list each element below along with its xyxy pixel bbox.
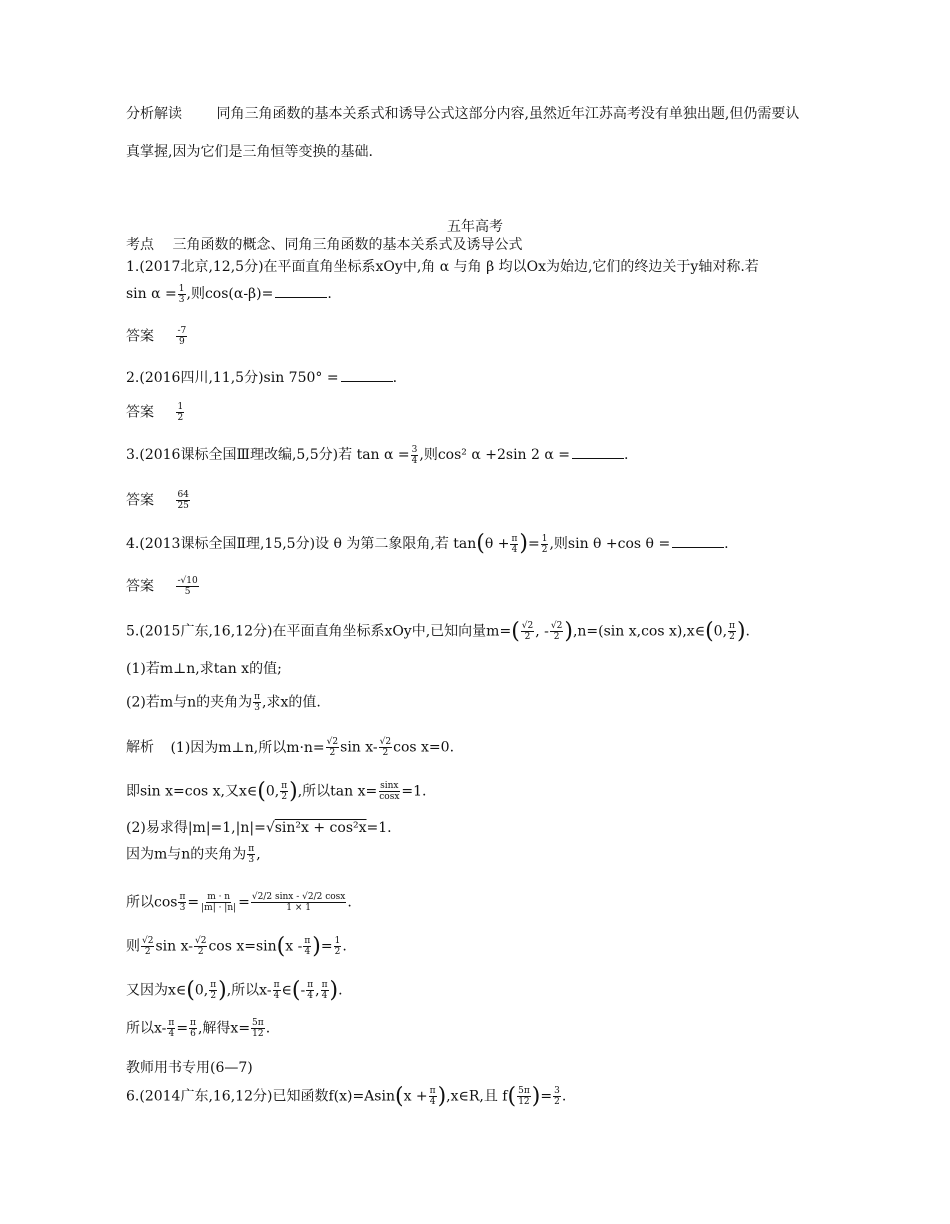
sol-l6-b: sin x- — [155, 938, 193, 955]
q5-sub2-a: (2)若m与n的夹角为 — [126, 694, 253, 711]
intro-line-2 — [126, 142, 373, 162]
q4-theta: θ + — [484, 536, 510, 552]
period: . — [342, 938, 347, 955]
frac — [273, 980, 281, 1001]
frac-num: π — [168, 1018, 175, 1028]
q2-answer-value — [176, 402, 184, 423]
period: . — [347, 894, 352, 911]
q6-stem-a: 6.(2014广东,16,12分)已知函数f(x)=Asin — [126, 1088, 395, 1105]
equals: = — [176, 1020, 189, 1037]
sol-l5-frac2 — [251, 892, 346, 913]
sol-l2-c: =1. — [401, 783, 427, 800]
range-zero: 0, — [265, 783, 280, 800]
q5-sub2-den: 3 — [254, 703, 260, 713]
q3-ans-num: 64 — [177, 490, 189, 500]
q4-ans-den: 5 — [184, 587, 191, 597]
frac-den: |m| · |n| — [201, 903, 237, 913]
q5-range-den: 2 — [729, 632, 735, 642]
frac-num: 1 — [334, 936, 341, 946]
paren: ( — [276, 933, 286, 959]
paren: ( — [257, 778, 266, 804]
frac-den: 1 × 1 — [286, 903, 311, 913]
q3-fraction — [411, 445, 419, 466]
paren: ( — [705, 618, 714, 644]
sol-l1-b: sin x- — [340, 739, 378, 756]
q5-range-num: π — [729, 621, 735, 631]
q4-pi-num: π — [511, 533, 518, 544]
q3-frac-num: 3 — [411, 444, 418, 455]
sol-l5-a: 所以cos — [126, 894, 178, 911]
q2-answer-blank — [341, 367, 393, 382]
frac-num: √2 — [379, 737, 392, 747]
frac-den: 3 — [179, 903, 186, 913]
intro-line-1 — [126, 104, 799, 124]
solution-line-8 — [126, 1018, 270, 1039]
period: . — [265, 1020, 271, 1037]
q5-m1-den: 2 — [524, 632, 531, 642]
q3-answer-value — [176, 490, 189, 511]
solution-line-5 — [126, 892, 352, 913]
q2-line: 2.(2016四川,11,5分)sin 750° = . — [126, 367, 397, 388]
q4-frac-den: 2 — [541, 544, 548, 555]
element-of: ∈ — [281, 982, 292, 999]
teacher-note: 教师用书专用(6—7) — [126, 1060, 253, 1076]
q2-ans-num: 1 — [177, 402, 184, 412]
frac-num: π — [281, 781, 288, 791]
frac — [517, 1086, 531, 1107]
q1-frac-den: 3 — [178, 294, 185, 305]
kaodian-text: 三角函数的概念、同角三角函数的基本关系式及诱导公式 — [172, 237, 523, 253]
frac-num: π — [273, 980, 280, 990]
sol-l7-b: ,所以x- — [226, 982, 272, 999]
frac — [306, 980, 314, 1001]
solution-line-1 — [126, 737, 454, 758]
q6-stem-b: ,x∈R,且 f — [446, 1088, 508, 1105]
frac — [141, 936, 154, 957]
paren: ) — [329, 977, 339, 1003]
intro-text-1: 同角三角函数的基本关系式和诱导公式这部分内容,虽然近年江苏高考没有单独出题,但仍需要认 — [216, 106, 800, 122]
period: . — [338, 982, 343, 999]
paren: ) — [312, 933, 321, 959]
sol-l3-a: (2)易求得|m|=1,|n|= — [126, 820, 266, 836]
period: . — [561, 1088, 567, 1105]
equals: = — [540, 1088, 553, 1105]
kaodian-label: 考点 — [126, 237, 154, 253]
q3-line: 3.(2016课标全国Ⅲ理改编,5,5分)若 tan α = $\frac{3}{4}$ ,则cos² α +2sin 2 α = . — [126, 444, 629, 466]
q1-frac-num: 1 — [178, 283, 185, 294]
frac-den: 2 — [197, 947, 204, 957]
q6-line — [126, 1083, 567, 1109]
frac-den: 2 — [144, 947, 151, 957]
solution-line-7 — [126, 977, 343, 1003]
q1-ans-den: 9 — [178, 337, 185, 347]
frac-den: cosx — [379, 792, 400, 802]
q5-sub2-frac — [253, 692, 261, 713]
q1-fraction — [178, 284, 186, 305]
frac — [321, 980, 329, 1001]
paren: ) — [218, 977, 227, 1003]
sqrt-symbol: √ — [265, 820, 275, 836]
q3-answer-blank — [572, 444, 624, 459]
paren: ( — [394, 1083, 404, 1109]
section-title: 五年高考 — [447, 219, 503, 235]
q1-ans-num: -7 — [177, 326, 187, 336]
frac-den: 4 — [168, 1029, 175, 1039]
q5-separator: , - — [535, 623, 549, 640]
frac-num: π — [190, 1018, 196, 1028]
frac — [167, 1018, 175, 1039]
frac-num: 5π — [252, 1018, 264, 1028]
frac — [194, 936, 207, 957]
q4-ans-num: -√10 — [177, 576, 198, 586]
frac — [251, 1018, 265, 1039]
solution-line-6 — [126, 933, 347, 959]
frac-num: π — [429, 1086, 436, 1096]
sol-l6-a: 则 — [126, 938, 140, 955]
frac — [189, 1018, 197, 1039]
intro-label: 分析解读 — [126, 106, 182, 122]
sol-l8-c: ,解得x= — [197, 1020, 251, 1037]
minus: - — [300, 982, 306, 999]
frac-num: π — [307, 980, 314, 990]
sol-l1-frac2 — [379, 737, 392, 758]
q2-answer — [126, 402, 185, 423]
paren: ( — [507, 1083, 517, 1109]
sol-l3-b: =1. — [366, 820, 392, 836]
frac-num: √2 — [142, 936, 154, 946]
q5-m2-num: √2 — [550, 621, 563, 631]
q5-m1-num: √2 — [521, 621, 534, 631]
q3-answer — [126, 490, 191, 511]
sol-l2-a: 即sin x=cos x,又x∈ — [126, 783, 258, 800]
q1-cos-expression: ,则cos(α-β)= — [186, 286, 274, 302]
frac-den: 2 — [554, 1097, 560, 1107]
q1-stem: 1.(2017北京,12,5分)在平面直角坐标系xOy中,角 α 与角 β 均以Ox为始边,它们的终边关于y轴对称.若 — [126, 259, 759, 275]
sol-l2-frac — [378, 781, 400, 802]
solution-line-2 — [126, 778, 427, 804]
q5-m2 — [550, 621, 563, 642]
frac-den: 4 — [304, 947, 311, 957]
frac-num: √2 — [194, 936, 207, 946]
equals: = — [187, 894, 200, 911]
paren: ( — [186, 977, 195, 1003]
q4-frac-num: 1 — [541, 533, 548, 544]
q4-fraction — [541, 534, 549, 555]
q5-sub2 — [126, 692, 321, 713]
q4-answer-value — [176, 576, 198, 597]
q6-inner: x + — [403, 1088, 428, 1105]
frac — [334, 936, 342, 957]
q5-line: 5.(2015广东,16,12分)在平面直角坐标系xOy中,已知向量m=( $\frac{√2}{2}$ , - $\frac{√2}{2}$ ),n=(sin x,cos x),x∈(0, $\frac{\pi}{2}$ ). — [126, 618, 750, 644]
q4-right-paren: ) — [519, 531, 528, 556]
frac-den: 12 — [518, 1097, 530, 1107]
frac-den: 2 — [382, 748, 389, 758]
frac-den: 6 — [190, 1029, 196, 1039]
solution-label: 解析 — [126, 739, 154, 756]
answer-label: 答案 — [126, 578, 154, 595]
paren: ( — [511, 618, 520, 644]
q4-stem-a: 4.(2013课标全国Ⅱ理,15,5分)设 θ 为第二象限角,若 tan — [126, 536, 477, 552]
sol-l2-range — [280, 781, 288, 802]
sol-l1-frac1 — [326, 737, 339, 758]
q3-stem-a: 3.(2016课标全国Ⅲ理改编,5,5分)若 tan α = — [126, 447, 410, 463]
frac-den: 12 — [252, 1029, 264, 1039]
frac — [429, 1086, 437, 1107]
frac-num: π — [210, 980, 217, 990]
q5-m1 — [521, 621, 534, 642]
sol-l3-radicand: sin²x + cos²x — [274, 820, 367, 836]
q4-left-paren: ( — [476, 531, 485, 556]
paren: ) — [564, 618, 573, 644]
sol-l6-c: cos x=sin — [208, 938, 277, 955]
q5-sub1: (1)若m⊥n,求tan x的值; — [126, 661, 282, 677]
sol-l1-a: (1)因为m⊥n,所以m·n= — [170, 739, 325, 756]
frac-num: m · n — [207, 892, 231, 902]
sol-l2-b: ,所以tan x= — [297, 783, 378, 800]
frac-den: 2 — [281, 792, 288, 802]
frac-num: π — [248, 844, 255, 854]
paren: ) — [437, 1083, 447, 1109]
solution-line-3 — [126, 818, 392, 838]
frac — [303, 936, 311, 957]
sol-l8-a: 所以x- — [126, 1020, 167, 1037]
range-zero: 0, — [194, 982, 209, 999]
frac — [209, 980, 217, 1001]
q1-line-2: sin α = $\frac{1}{3}$ ,则cos(α-β)= . — [126, 283, 332, 305]
q5-m2-den: 2 — [553, 632, 560, 642]
q4-pi-fraction — [510, 534, 518, 555]
q4-line: 4.(2013课标全国Ⅱ理,15,5分)设 θ 为第二象限角,若 tan(θ + $\frac{\pi}{4}$ )= $\frac{1}{2}$ ,则sin θ +cos θ = . — [126, 531, 729, 556]
q3-stem-b: ,则cos² α +2sin 2 α = — [419, 447, 571, 463]
frac-num: √2 — [326, 737, 339, 747]
paren: ( — [291, 977, 301, 1003]
sol-l6-inner: x - — [285, 938, 303, 955]
frac-num: √2/2 sinx - √2/2 cosx — [251, 892, 346, 902]
frac-den: 4 — [321, 991, 328, 1001]
intro-text-2: 真掌握,因为它们是三角恒等变换的基础. — [126, 144, 373, 160]
q5-sub2-b: ,求x的值. — [262, 694, 321, 711]
frac-num: 3 — [554, 1086, 560, 1096]
q5-sub2-num: π — [254, 692, 261, 702]
q4-pi-den: 4 — [511, 544, 518, 555]
frac-num: π — [179, 892, 186, 902]
q2-ans-den: 2 — [177, 413, 184, 423]
paren: ) — [736, 618, 746, 644]
q5-stem-a: 5.(2015广东,16,12分)在平面直角坐标系xOy中,已知向量m= — [126, 623, 512, 640]
solution-line-4 — [126, 844, 261, 865]
frac-den: 2 — [334, 947, 341, 957]
q4-answer — [126, 576, 200, 597]
frac-den: 4 — [307, 991, 314, 1001]
answer-label: 答案 — [126, 492, 154, 509]
equals: = — [320, 938, 333, 955]
answer-label: 答案 — [126, 328, 154, 345]
q1-answer-blank — [275, 283, 327, 298]
frac-den: 2 — [329, 748, 336, 758]
q3-frac-den: 4 — [411, 455, 418, 466]
q1-line-1 — [126, 257, 759, 277]
sol-l7-a: 又因为x∈ — [126, 982, 187, 999]
sol-l4-frac — [247, 844, 255, 865]
q4-equals: = — [528, 536, 540, 552]
frac-num: sinx — [380, 781, 399, 791]
sol-l4-a: 因为m与n的夹角为 — [126, 846, 247, 863]
sol-l5-pi3 — [178, 892, 186, 913]
q1-answer — [126, 326, 188, 347]
frac-num: π — [321, 980, 328, 990]
frac-den: 2 — [210, 991, 217, 1001]
q4-answer-blank — [672, 533, 724, 548]
q4-stem-b: ,则sin θ +cos θ = — [549, 536, 671, 552]
q1-answer-value — [176, 326, 187, 347]
q1-sin-alpha: sin α = — [126, 286, 177, 302]
frac — [553, 1086, 561, 1107]
kaodian-line — [126, 235, 522, 255]
paren: ) — [289, 778, 298, 804]
frac-den: 3 — [248, 855, 255, 865]
q2-stem: 2.(2016四川,11,5分)sin 750° = — [126, 370, 339, 386]
sol-l1-c: cos x=0. — [393, 739, 455, 756]
frac-den: 4 — [273, 991, 280, 1001]
q5-stem-b: ,n=(sin x,cos x),x∈ — [572, 623, 706, 640]
sol-l5-frac1 — [200, 892, 237, 913]
q3-ans-den: 25 — [177, 501, 189, 511]
answer-label: 答案 — [126, 404, 154, 421]
comma: , — [315, 982, 320, 999]
paren: ) — [531, 1083, 541, 1109]
frac-num: 5π — [518, 1086, 530, 1096]
frac-den: 4 — [429, 1097, 436, 1107]
q5-range-zero: 0, — [713, 623, 728, 640]
sol-l4-b: , — [256, 846, 261, 863]
q5-range-frac — [728, 621, 736, 642]
equals: = — [238, 894, 250, 911]
frac-num: π — [304, 936, 311, 946]
